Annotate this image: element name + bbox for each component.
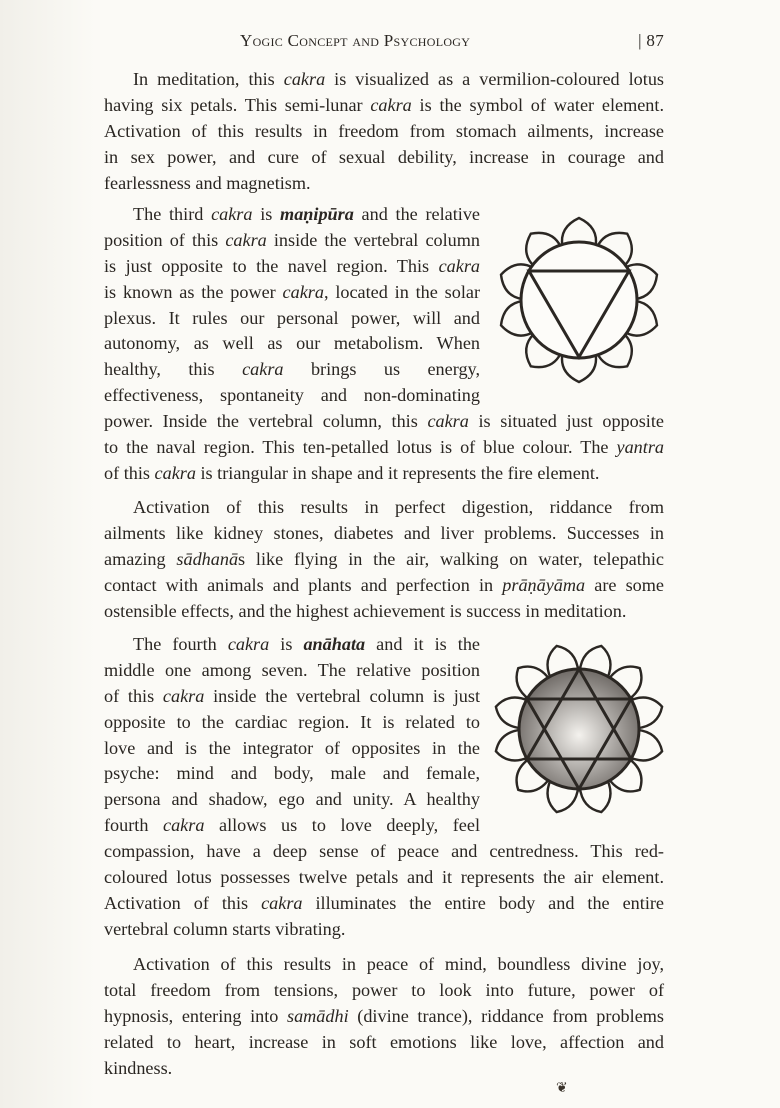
- italic-term: prāṇāyāma: [502, 574, 586, 595]
- text-line: The fourth cakra is anāhata and it is the: [133, 634, 480, 654]
- italic-term: cakra: [211, 204, 253, 224]
- italic-term: cakra: [225, 229, 267, 250]
- text-line: opposite to the cardiac region. It is related to: [104, 711, 480, 732]
- italic-term: cakra: [283, 69, 326, 89]
- text-line: Activation of this cakra illuminates the entire body and the entire: [104, 892, 665, 913]
- text-line: psyche: mind and body, male and female,: [104, 763, 480, 784]
- anahata-chakra-figure: [494, 640, 664, 818]
- paragraph-manipura-activation: [104, 495, 664, 624]
- text-line: related to heart, increase in soft emotions like love, affection and: [104, 1031, 664, 1052]
- italic-term: cakra: [427, 411, 469, 432]
- text-line: Activation of this results in perfect digestion, riddance from: [133, 497, 664, 517]
- text-line: hypnosis, entering into samādhi (divine trance), riddance from problems: [104, 1005, 664, 1026]
- text-line: contact with animals and plants and perfection in prāṇāyāma are some: [104, 574, 664, 595]
- text-line: power. Inside the vertebral column, this cakra is situated just opposite: [104, 411, 664, 432]
- running-header-title: Yogic Concept and Psychology: [240, 31, 471, 50]
- text-line: Activation of this results in peace of mind, boundless divine joy,: [133, 954, 664, 974]
- text-line: In meditation, this cakra is visualized as a vermilion-coloured lotus: [133, 69, 664, 89]
- italic-term: cakra: [227, 634, 270, 654]
- text-line: total freedom from tensions, power to look into future, power of: [104, 979, 664, 1000]
- text-line: coloured lotus possesses twelve petals and it represents the air element.: [104, 867, 664, 888]
- text-line: ostensible effects, and the highest achievement is success in meditation.: [104, 600, 627, 621]
- italic-term: cakra: [282, 281, 324, 302]
- manipura-chakra-figure: [494, 214, 664, 386]
- text-line: plexus. It rules our personal power, will and: [104, 307, 480, 328]
- italic-term: samādhi: [287, 1005, 349, 1026]
- ornament-icon: ❦: [556, 1081, 568, 1096]
- text-line: kindness.: [104, 1057, 173, 1078]
- italic-term: cakra: [163, 815, 205, 836]
- text-line: vertebral column starts vibrating.: [104, 918, 346, 939]
- running-header: [104, 31, 664, 55]
- text-line: amazing sādhanās like flying in the air, walking on water, telepathic: [104, 548, 665, 569]
- inner-circle: [519, 669, 639, 789]
- text-line: persona and shadow, ego and unity. A healthy: [104, 789, 480, 810]
- text-line: is just opposite to the navel region. This cakra: [104, 255, 480, 276]
- text-line: fearlessness and magnetism.: [104, 172, 311, 193]
- italic-term: cakra: [370, 94, 412, 115]
- paragraph-anahata-activation: [104, 952, 664, 1081]
- italic-term: cakra: [162, 685, 205, 706]
- text-line: ailments like kidney stones, diabetes and liver problems. Successes in: [104, 522, 664, 543]
- bold-italic-term: anāhata: [303, 634, 366, 654]
- bold-italic-term: maṇipūra: [280, 204, 354, 224]
- inner-circle: [521, 242, 637, 358]
- text-line: effectiveness, spontaneity and non-dominating: [104, 385, 480, 406]
- text-line: of this cakra inside the vertebral column is just: [104, 685, 480, 706]
- text-line: having six petals. This semi-lunar cakra is the symbol of water element.: [104, 94, 664, 115]
- paragraph-svadhisthana-meditation: [104, 67, 664, 196]
- text-line: to the naval region. This ten-petalled lotus is of blue colour. The yantra: [104, 437, 664, 458]
- text-line: love and is the integrator of opposites in the: [104, 737, 480, 758]
- text-line: of this cakra is triangular in shape and it represents the fire element.: [104, 462, 600, 483]
- text-line: compassion, have a deep sense of peace and centredness. This red-: [104, 841, 664, 862]
- italic-term: yantra: [616, 437, 664, 458]
- italic-term: cakra: [242, 359, 284, 380]
- page-gutter-shadow: [0, 0, 96, 1108]
- italic-term: cakra: [438, 255, 480, 276]
- text-line: fourth cakra allows us to love deeply, feel: [104, 815, 481, 836]
- text-line: position of this cakra inside the vertebral column: [104, 229, 480, 250]
- text-line: middle one among seven. The relative position: [104, 659, 480, 680]
- text-line: autonomy, as well as our metabolism. When: [104, 333, 480, 354]
- page-number: | 87: [638, 31, 664, 50]
- text-line: The third cakra is maṇipūra and the relative: [133, 204, 480, 224]
- italic-term: cakra: [154, 462, 196, 483]
- text-line: is known as the power cakra, located in the solar: [104, 281, 481, 302]
- text-line: healthy, this cakra brings us energy,: [104, 359, 480, 380]
- italic-term: sādhanā: [176, 548, 239, 569]
- italic-term: cakra: [261, 892, 303, 913]
- text-line: Activation of this results in freedom from stomach ailments, increase: [104, 120, 664, 141]
- text-line: in sex power, and cure of sexual debility, increase in courage and: [104, 146, 664, 167]
